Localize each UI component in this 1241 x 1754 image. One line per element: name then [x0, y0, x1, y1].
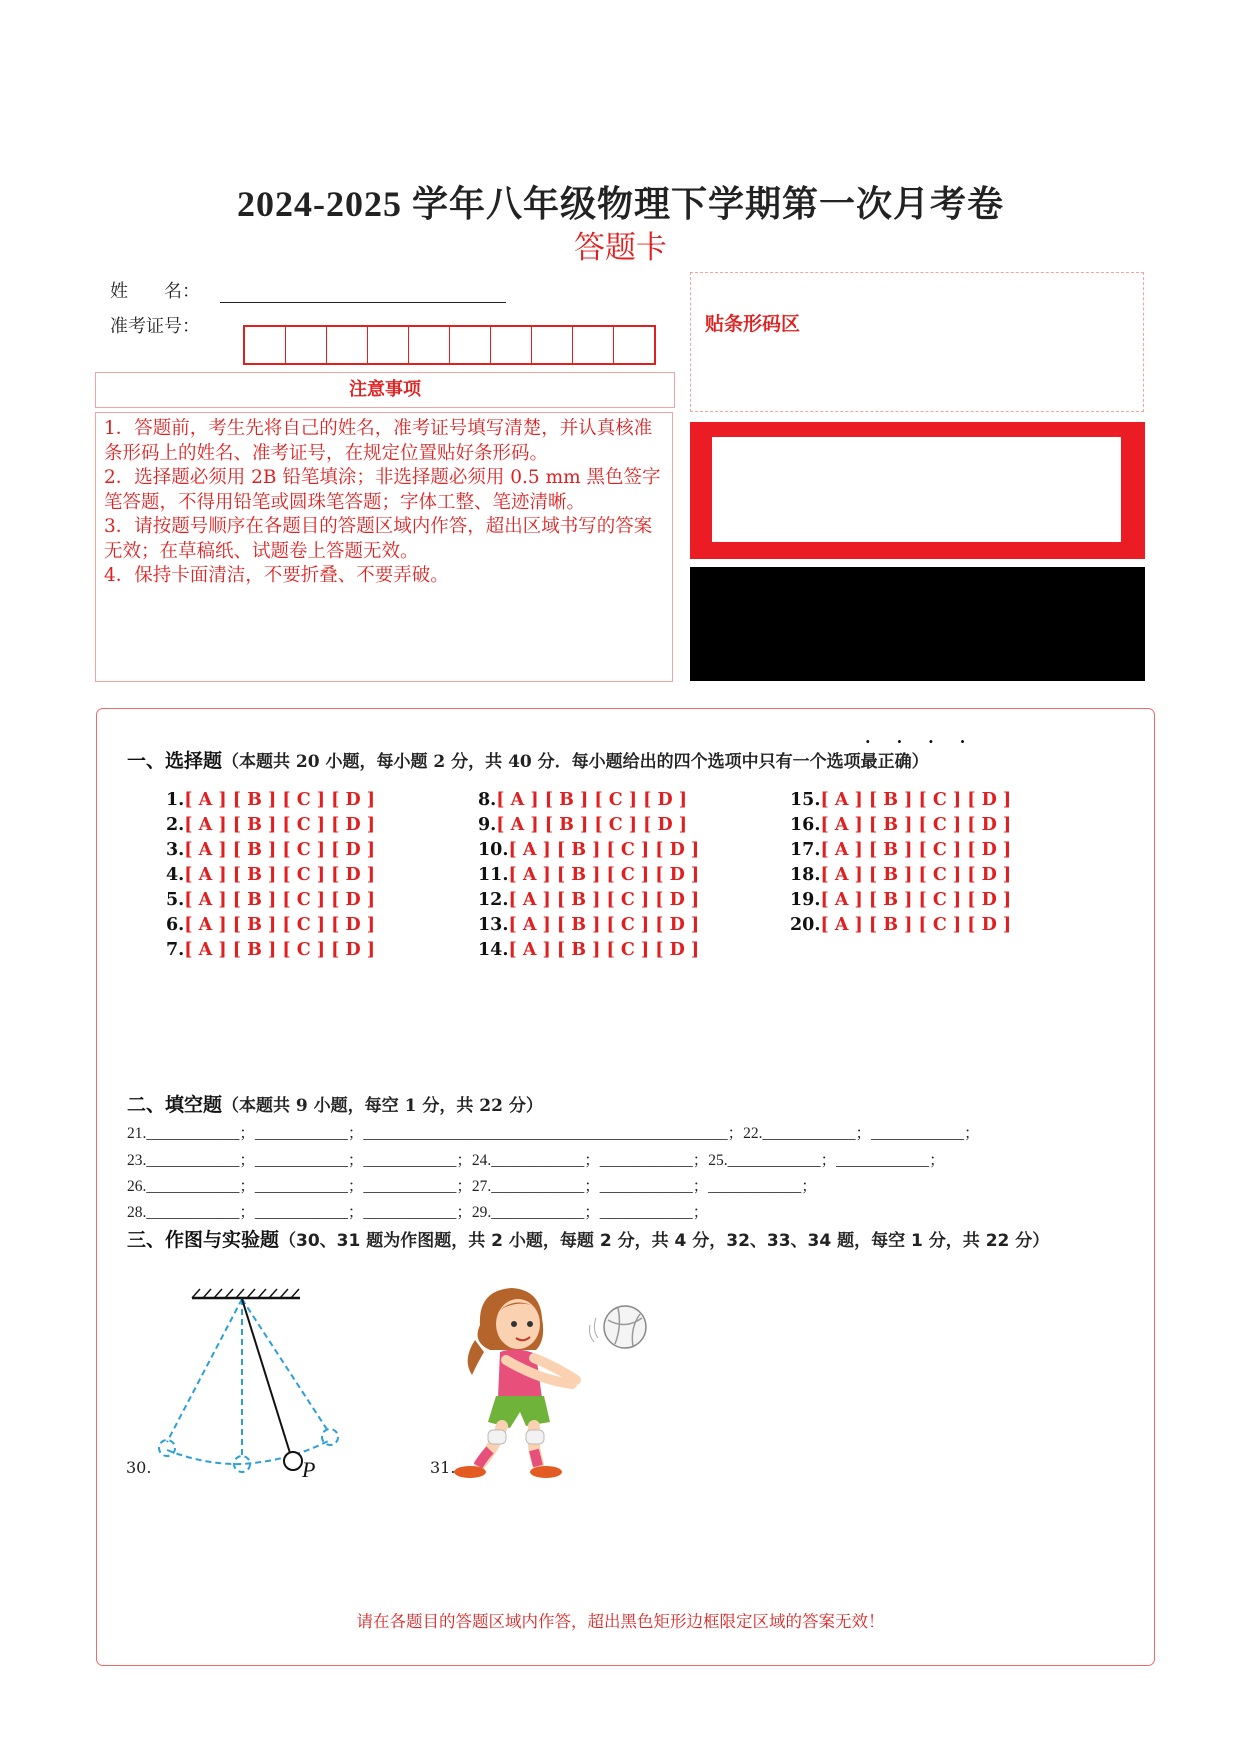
choice-options[interactable]: [ A ] [ B ] [ C ] [ D ] [820, 865, 1012, 885]
question-number: 14. [478, 940, 509, 960]
scan-frame-inner [712, 437, 1121, 542]
question-number: 9. [478, 815, 497, 835]
question-number: 7. [166, 940, 185, 960]
choice-column-1 [166, 788, 375, 963]
choice-options[interactable]: [ A ] [ B ] [ C ] [ D ] [496, 790, 688, 810]
notes-list [95, 412, 673, 682]
footer-warning: 请在各题目的答题区域内作答，超出黑色矩形边框限定区域的答案无效！ [356, 1612, 885, 1631]
section1-title: 一、选择题 [127, 750, 223, 772]
question-number: 10. [478, 840, 509, 860]
question-number: 5. [166, 890, 185, 910]
choice-row[interactable] [166, 788, 375, 813]
choice-row[interactable] [166, 838, 375, 863]
note-item: 3．请按题号顺序在各题目的答题区域内作答，超出区域书写的答案无效；在草稿纸、试题卷上答题无效。 [104, 516, 653, 562]
notes-heading: 注意事项 [95, 372, 675, 408]
emphasis-dots: ···· [865, 732, 992, 751]
section2-note: （本题共 9 小题，每空 1 分，共 22 分） [222, 1096, 543, 1116]
exam-title: 2024-2025 学年八年级物理下学期第一次月考卷 [237, 184, 1004, 224]
barcode-label: 贴条形码区 [705, 313, 801, 335]
choice-row[interactable] [166, 863, 375, 888]
choice-options[interactable]: [ A ] [ B ] [ C ] [ D ] [508, 915, 700, 935]
choice-row[interactable] [478, 813, 699, 838]
choice-options[interactable]: [ A ] [ B ] [ C ] [ D ] [184, 940, 376, 960]
fill-line[interactable]: 23.____________；____________；____________；24.____________；____________；25.____________；____________； [127, 1152, 945, 1169]
note-item: 4．保持卡面清洁，不要折叠、不要弄破。 [104, 565, 449, 586]
id-digit-box[interactable] [245, 327, 286, 363]
choice-row[interactable] [166, 813, 375, 838]
choice-row[interactable] [478, 863, 699, 888]
choice-row[interactable] [166, 913, 375, 938]
section3-note: （30、31 题为作图题，共 2 小题，每题 2 分，共 4 分，32、33、34 题，每空 1 分，共 22 分） [279, 1231, 1050, 1251]
q31-label: 31. [430, 1458, 456, 1477]
question-number: 2. [166, 815, 185, 835]
choice-column-3 [790, 788, 1011, 938]
id-number-boxes[interactable] [243, 325, 656, 365]
pendulum-p-label: P [302, 1457, 316, 1480]
choice-row[interactable] [790, 888, 1011, 913]
id-digit-box[interactable] [450, 327, 491, 363]
question-number: 13. [478, 915, 509, 935]
choice-row[interactable] [166, 888, 375, 913]
id-digit-box[interactable] [368, 327, 409, 363]
section2-heading [127, 1090, 543, 1117]
choice-row[interactable] [478, 788, 699, 813]
scan-frame [690, 422, 1145, 559]
id-digit-box[interactable] [532, 327, 573, 363]
question-number: 3. [166, 840, 185, 860]
note-item: 2．选择题必须用 2B 铅笔填涂；非选择题必须用 0.5 mm 黑色签字笔答题，不得用铅笔或圆珠笔答题；字体工整、笔迹清晰。 [104, 467, 661, 513]
question-number: 1. [166, 790, 185, 810]
choice-options[interactable]: [ A ] [ B ] [ C ] [ D ] [508, 890, 700, 910]
choice-options[interactable]: [ A ] [ B ] [ C ] [ D ] [496, 815, 688, 835]
choice-options[interactable]: [ A ] [ B ] [ C ] [ D ] [184, 840, 376, 860]
id-label: 准考证号： [110, 316, 200, 337]
question-number: 19. [790, 890, 821, 910]
name-label: 姓 名： [110, 281, 200, 302]
fill-line[interactable]: 21.____________；____________；_______________________________________________；22.____________；____________； [127, 1125, 980, 1142]
choice-row[interactable] [478, 913, 699, 938]
question-number: 8. [478, 790, 497, 810]
choice-options[interactable]: [ A ] [ B ] [ C ] [ D ] [184, 815, 376, 835]
id-digit-box[interactable] [286, 327, 327, 363]
choice-row[interactable] [790, 863, 1011, 888]
choice-options[interactable]: [ A ] [ B ] [ C ] [ D ] [820, 815, 1012, 835]
volleyball-girl-figure [450, 1280, 660, 1480]
pendulum-figure [150, 1285, 350, 1480]
question-number: 16. [790, 815, 821, 835]
choice-options[interactable]: [ A ] [ B ] [ C ] [ D ] [820, 890, 1012, 910]
question-number: 18. [790, 865, 821, 885]
q30-label: 30. [126, 1458, 152, 1477]
question-number: 20. [790, 915, 821, 935]
choice-options[interactable]: [ A ] [ B ] [ C ] [ D ] [508, 940, 700, 960]
section3-title: 三、作图与实验题 [127, 1229, 280, 1251]
section1-note: （本题共 20 小题，每小题 2 分，共 40 分．每小题给出的四个选项中只有一个选项最正确） [222, 752, 929, 772]
fill-line[interactable]: 28.____________；____________；____________；29.____________；____________； [127, 1204, 709, 1221]
section2-title: 二、填空题 [127, 1094, 223, 1116]
choice-row[interactable] [790, 788, 1011, 813]
name-field[interactable] [220, 302, 506, 303]
choice-options[interactable]: [ A ] [ B ] [ C ] [ D ] [184, 865, 376, 885]
question-number: 17. [790, 840, 821, 860]
question-number: 4. [166, 865, 185, 885]
choice-options[interactable]: [ A ] [ B ] [ C ] [ D ] [184, 915, 376, 935]
id-digit-box[interactable] [409, 327, 450, 363]
choice-options[interactable]: [ A ] [ B ] [ C ] [ D ] [508, 840, 700, 860]
choice-options[interactable]: [ A ] [ B ] [ C ] [ D ] [820, 915, 1012, 935]
question-number: 12. [478, 890, 509, 910]
id-digit-box[interactable] [573, 327, 614, 363]
section3-heading [127, 1227, 1127, 1255]
choice-row[interactable] [790, 913, 1011, 938]
choice-options[interactable]: [ A ] [ B ] [ C ] [ D ] [184, 790, 376, 810]
section1-heading [127, 746, 929, 773]
choice-row[interactable] [478, 838, 699, 863]
id-digit-box[interactable] [327, 327, 368, 363]
question-number: 6. [166, 915, 185, 935]
choice-options[interactable]: [ A ] [ B ] [ C ] [ D ] [820, 790, 1012, 810]
choice-row[interactable] [478, 888, 699, 913]
black-block [690, 567, 1145, 681]
barcode-area [690, 272, 1144, 412]
choice-options[interactable]: [ A ] [ B ] [ C ] [ D ] [820, 840, 1012, 860]
fill-line[interactable]: 26.____________；____________；____________；27.____________；____________；____________； [127, 1178, 817, 1195]
choice-column-2 [478, 788, 699, 963]
id-digit-box[interactable] [491, 327, 532, 363]
note-item: 1．答题前，考生先将自己的姓名，准考证号填写清楚，并认真核准条形码上的姓名、准考证号，在规定位置贴好条形码。 [104, 418, 653, 464]
choice-options[interactable]: [ A ] [ B ] [ C ] [ D ] [508, 865, 700, 885]
choice-row[interactable] [166, 938, 375, 963]
question-number: 11. [478, 865, 509, 885]
answer-sheet-subtitle: 答题卡 [574, 230, 667, 266]
choice-row[interactable] [478, 938, 699, 963]
choice-row[interactable] [790, 838, 1011, 863]
question-number: 15. [790, 790, 821, 810]
choice-row[interactable] [790, 813, 1011, 838]
choice-options[interactable]: [ A ] [ B ] [ C ] [ D ] [184, 890, 376, 910]
id-digit-box[interactable] [614, 327, 654, 363]
